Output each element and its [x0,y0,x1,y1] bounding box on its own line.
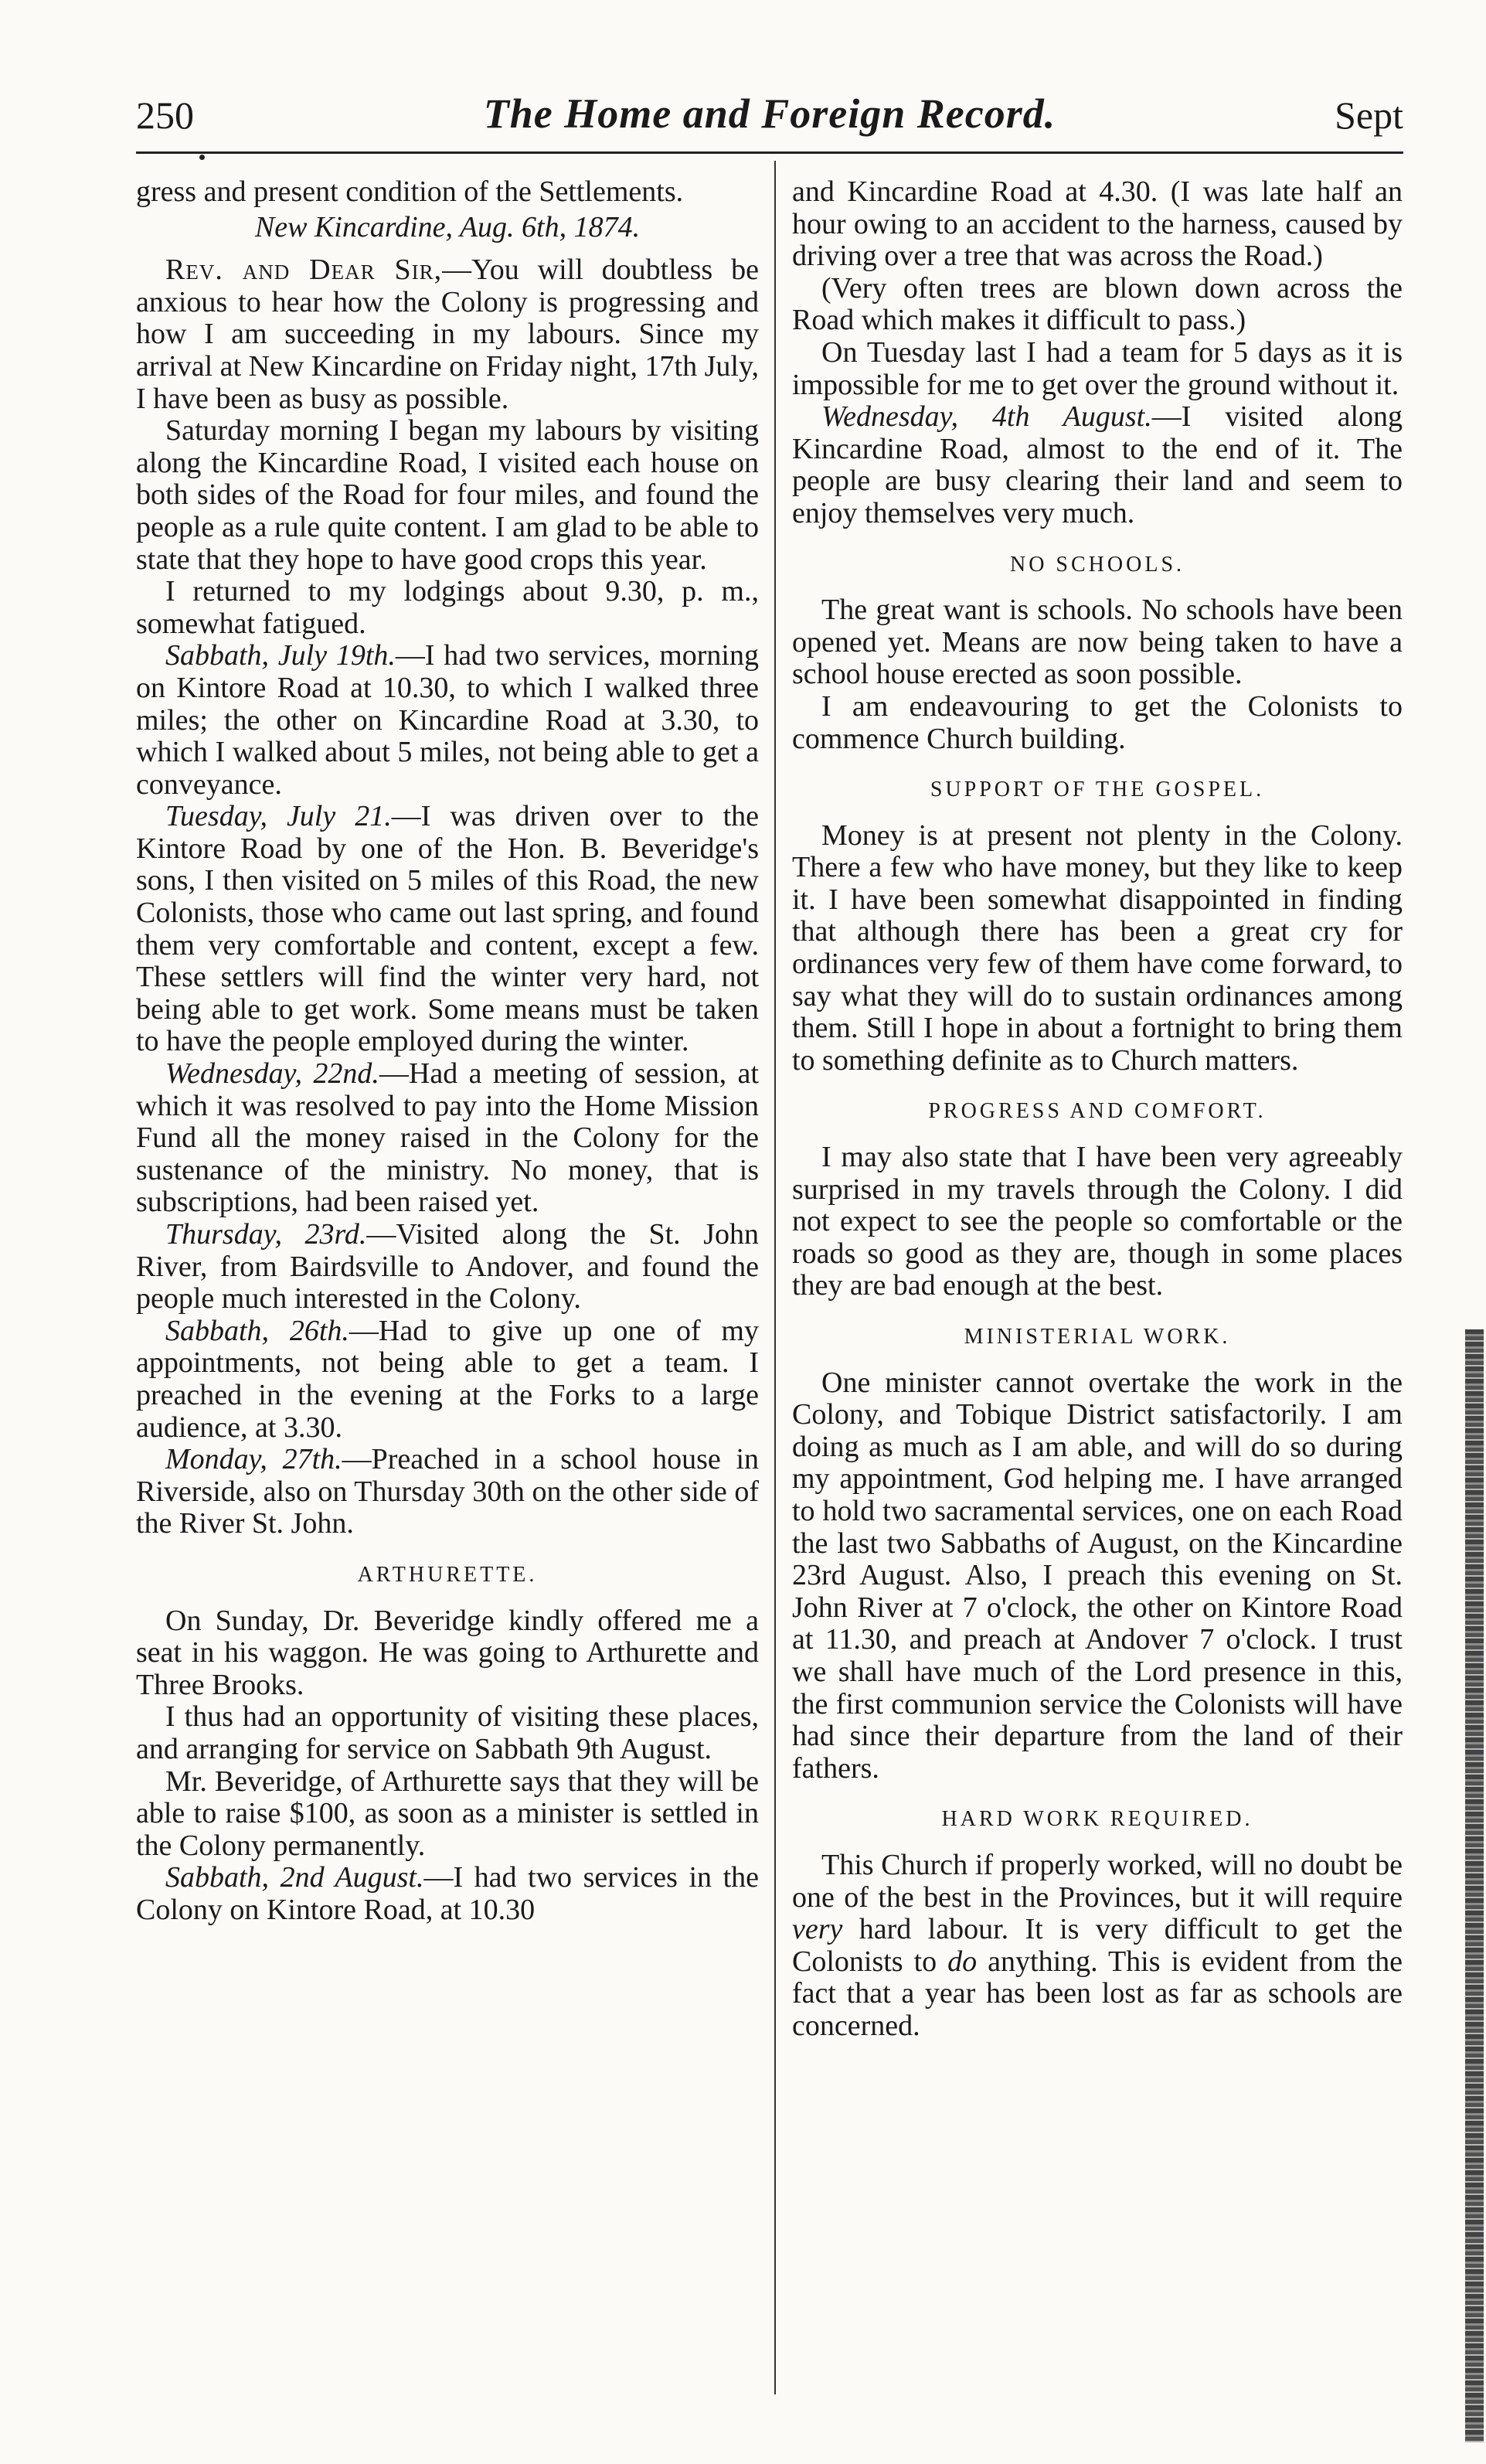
page-header [136,87,1403,147]
section-heading-progress-and-comfort: PROGRESS AND COMFORT. [928,1099,1267,1124]
paragraph: Saturday morning I began my labours by visiting along the Kincardine Road, I visited each house on both sides of the Road for four miles, and found the people as a rule quite content. I am glad to be able to state that they hope to have good crops this year. [136,414,759,576]
paragraph: Mr. Beveridge, of Arthurette says that they will be able to raise $100, as soon as a minister is settled in the Colony permanently. [136,1765,759,1862]
paragraph: (Very often trees are blown down across the Road which makes it difficult to pass.) [792,271,1403,337]
paragraph: On Sunday, Dr. Beveridge kindly offered me a seat in his waggon. He was going to Arthurette and Three Brooks. [136,1604,759,1701]
entry-date: Sabbath, 26th. [165,1314,349,1347]
running-month: Sept [1335,94,1403,137]
diary-entry: Wednesday, 22nd.—Had a meeting of session, at which it was resolved to pay into the Home Mission Fund all the money raised in the Colony for the sustenance of the ministry. No money, that is subscriptions, had been raised yet. [136,1057,759,1219]
running-title: The Home and Foreign Record. [483,90,1056,137]
diary-entry: Tuesday, July 21.—I was driven over to the Kintore Road by one of the Hon. B. Beveridge's sons, I then visited on 5 miles of this Road, the new Colonists, those who came out last spring, and found them very comfortable and content, except a few. These settlers will find the winter very hard, not being able to get work. Some means must be taken to have the people employed during the winter. [136,800,759,1058]
entry-date: Monday, 27th. [165,1443,342,1476]
section-heading-ministerial-work: MINISTERIAL WORK. [964,1325,1231,1349]
section-heading-arthurette: ARTHURETTE. [357,1562,538,1587]
diary-entry: Sabbath, 26th.—Had to give up one of my appointments, not being able to get a team. I preached in the evening at the Forks to a large audience, at 3.30. [136,1314,759,1444]
scan-edge-strip [1465,1329,1484,2442]
paragraph: gress and present condition of the Settlements. [136,175,684,208]
paragraph: and Kincardine Road at 4.30. (I was late half an hour owing to an accident to the harness, caused by driving over a tree that was across the Road.) [792,175,1403,273]
diary-entry: Sabbath, July 19th.—I had two services, morning on Kintore Road at 10.30, to which I walked three miles; the other on Kincardine Road at 3.30, to which I walked about 5 miles, not being able to get a conveyance. [136,639,759,801]
paragraph: I thus had an opportunity of visiting these places, and arranging for service on Sabbath 9th August. [136,1700,759,1765]
entry-date: Thursday, 23rd. [165,1218,367,1251]
paragraph: I returned to my lodgings about 9.30, p. m., somewhat fatigued. [136,575,759,640]
diary-entry: Monday, 27th.—Preached in a school house in Riverside, also on Thursday 30th on the other side of the River St. John. [136,1443,759,1540]
paragraph: The great want is schools. No schools have been opened yet. Means are now being taken to have a school house erected as soon possible. [792,594,1403,691]
paragraph: Rev. and Dear Sir,—You will doubtless be anxious to hear how the Colony is progressing and how I am succeeding in my labours. Since my arrival at New Kincardine on Friday night, 17th July, I have been as busy as possible. [136,254,759,415]
paragraph: I may also state that I have been very agreeably surprised in my travels through the Colony. I did not expect to see the people so comfortable or the roads so good as they are, though in some places they are bad enough at the best. [792,1141,1403,1302]
paragraph: On Tuesday last I had a team for 5 days as it is impossible for me to get over the ground without it. [792,335,1403,401]
entry-date: Wednesday, 4th August. [821,400,1152,434]
paragraph: This Church if properly worked, will no doubt be one of the best in the Provinces, but it will require very hard labour. It is very difficult to get the Colonists to do anything. This is evident from the fact that a year has been lost as far as schools are concerned. [792,1848,1403,2042]
entry-date: Sabbath, 2nd August. [165,1861,424,1894]
right-column [792,176,1403,2042]
entry-date: Tuesday, July 21. [165,800,392,833]
section-heading-hard-work-required: HARD WORK REQUIRED. [941,1807,1253,1832]
entry-date: Wednesday, 22nd. [165,1057,379,1091]
diary-entry: Wednesday, 4th August.—I visited along Kincardine Road, almost to the end of it. The people are busy clearing their land and seem to enjoy themselves very much. [792,400,1403,529]
diary-entry: Thursday, 23rd.—Visited along the St. John River, from Bairdsville to Andover, and found the people much interested in the Colony. [136,1218,759,1315]
salutation: Rev. and Dear Sir, [165,254,443,287]
page-number: 250 [136,94,194,137]
paragraph: Money is at present not plenty in the Colony. There a few who have money, but they like to keep it. I have been somewhat disappointed in finding that although there has been a great cry for ordinances very few of them have come forward, to say what they will do to sustain ordinances among them. Still I hope in about a fortnight to bring them to something definite as to Church matters. [792,818,1403,1077]
section-heading-no-schools: NO SCHOOLS. [1009,552,1185,577]
entry-date: Sabbath, July 19th. [165,639,396,672]
letter-dateline: New Kincardine, Aug. 6th, 1874. [254,210,641,243]
left-column [136,176,759,1926]
header-rule [136,151,1403,154]
column-divider [774,161,776,2394]
paragraph: One minister cannot overtake the work in the Colony, and Tobique District satisfactorily. I am doing as much as I am able, and will do so during my appointment, God helping me. I have arranged to hold two sacramental services, one on each Road the last two Sabbaths of August, on the Kincardine 23rd August. Also, I preach this evening on St. John River at 7 o'clock, the other on Kintore Road at 11.30, and preach at Andover 7 o'clock. I trust we shall have much of the Lord presence in this, the first communion service the Colonists will have had since their departure from the land of their fathers. [792,1366,1403,1785]
ornament-dot [199,155,205,160]
paragraph: I am endeavouring to get the Colonists to commence Church building. [792,689,1403,755]
diary-entry: Sabbath, 2nd August.—I had two services in the Colony on Kintore Road, at 10.30 [136,1861,759,1926]
section-heading-support-of-the-gospel: SUPPORT OF THE GOSPEL. [930,778,1265,802]
